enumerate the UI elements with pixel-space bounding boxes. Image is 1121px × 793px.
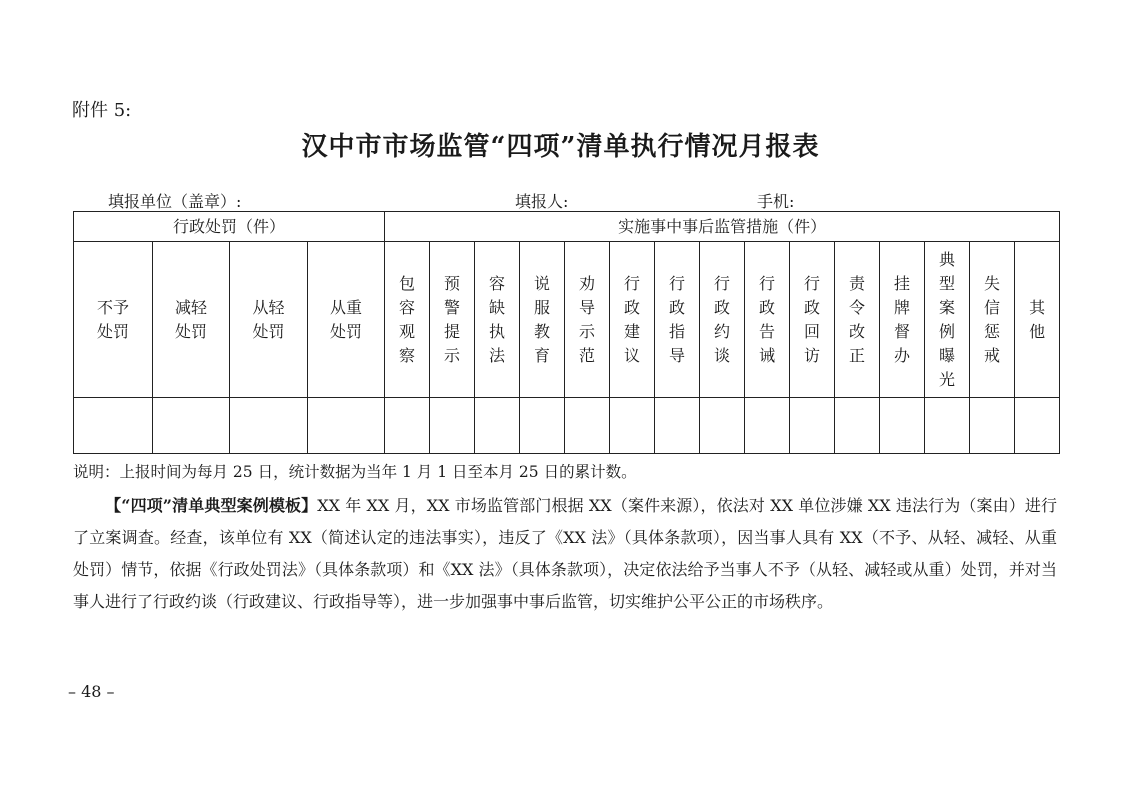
- supervision-column-header: [520, 242, 565, 398]
- data-entry-cell[interactable]: [745, 398, 790, 454]
- phone-label: 手机:: [757, 192, 795, 211]
- column-header-label: 减轻处罚: [174, 298, 207, 341]
- column-header-label: 预警提示: [444, 273, 461, 365]
- case-template-body: XX 年 XX 月，XX 市场监管部门根据 XX（案件来源），依法对 XX 单位涉嫌 XX 违法行为（案由）进行了立案调查。经查，该单位有 XX（简述认定的违法事实），违反了《XX 法》（具体条款项），因当事人具有 XX（不予、从轻、减轻、从重处罚）情节，依据《行政处罚法》（具体条款项）和《XX 法》（具体条款项），决定依法给予当事人不予（从轻、减轻或从重）处罚，并对当事人进行了行政约谈（行政建议、行政指导等），进一步加强事中事后监管，切实维护公平公正的市场秩序。: [73, 496, 1057, 611]
- supervision-column-header: [970, 242, 1015, 398]
- supervision-column-header: [790, 242, 835, 398]
- data-entry-cell[interactable]: [970, 398, 1015, 454]
- column-header-label: 行政建议: [624, 273, 641, 365]
- data-entry-cell[interactable]: [475, 398, 520, 454]
- penalty-group-header: 行政处罚（件）: [74, 212, 385, 242]
- note-text: 说明：上报时间为每月 25 日，统计数据为当年 1 月 1 日至本月 25 日的累计数。: [73, 463, 637, 481]
- supervision-column-header: [835, 242, 880, 398]
- column-header-label: 劝导示范: [579, 273, 596, 365]
- filler-label: 填报人:: [515, 192, 569, 211]
- case-template-paragraph: [73, 490, 1057, 618]
- supervision-column-header: [745, 242, 790, 398]
- data-entry-cell[interactable]: [74, 398, 153, 454]
- column-header-label: 从轻处罚: [252, 298, 285, 341]
- data-entry-cell[interactable]: [610, 398, 655, 454]
- data-entry-cell[interactable]: [790, 398, 835, 454]
- supervision-column-header: [655, 242, 700, 398]
- data-entry-cell[interactable]: [700, 398, 745, 454]
- column-header-label: 挂牌督办: [894, 273, 911, 365]
- data-entry-cell[interactable]: [308, 398, 385, 454]
- monthly-report-table: [73, 211, 1060, 454]
- supervision-column-header: [880, 242, 925, 398]
- data-entry-cell[interactable]: [1015, 398, 1060, 454]
- supervision-column-header: [565, 242, 610, 398]
- supervision-column-header: [700, 242, 745, 398]
- column-header-label: 责令改正: [849, 273, 866, 365]
- supervision-column-header: [610, 242, 655, 398]
- penalty-column-header: [153, 242, 230, 398]
- column-header-label: 行政指导: [669, 273, 686, 365]
- column-header-label: 行政约谈: [714, 273, 731, 365]
- column-header-label: 容缺执法: [489, 273, 506, 365]
- supervision-column-header: [925, 242, 970, 398]
- supervision-column-header: [475, 242, 520, 398]
- data-entry-cell[interactable]: [430, 398, 475, 454]
- column-header-label: 失信惩戒: [984, 273, 1001, 365]
- penalty-column-header: [308, 242, 385, 398]
- data-entry-cell[interactable]: [925, 398, 970, 454]
- supervision-column-header: [430, 242, 475, 398]
- column-header-label: 从重处罚: [329, 298, 362, 341]
- data-entry-cell[interactable]: [520, 398, 565, 454]
- supervision-column-header: [385, 242, 430, 398]
- data-entry-cell[interactable]: [880, 398, 925, 454]
- supervision-column-header: [1015, 242, 1060, 398]
- data-entry-cell[interactable]: [385, 398, 430, 454]
- data-entry-cell[interactable]: [153, 398, 230, 454]
- penalty-column-header: [74, 242, 153, 398]
- case-template-title: 【“四项”清单典型案例模板】: [105, 496, 318, 515]
- page-number: – 48 –: [68, 682, 115, 701]
- column-header-label: 包容观察: [399, 273, 416, 365]
- page-title: 汉中市市场监管“四项”清单执行情况月报表: [301, 132, 820, 162]
- column-header-label: 不予处罚: [96, 298, 129, 341]
- attachment-label: 附件 5:: [72, 100, 132, 121]
- data-entry-cell[interactable]: [230, 398, 308, 454]
- column-header-label: 典型案例曝光: [939, 249, 956, 389]
- penalty-column-header: [230, 242, 308, 398]
- data-entry-cell[interactable]: [835, 398, 880, 454]
- column-header-label: 行政回访: [804, 273, 821, 365]
- data-entry-cell[interactable]: [565, 398, 610, 454]
- column-header-label: 行政告诫: [759, 273, 776, 365]
- supervision-group-header: 实施事中事后监管措施（件）: [385, 212, 1060, 242]
- data-entry-cell[interactable]: [655, 398, 700, 454]
- reporting-unit-label: 填报单位（盖章）:: [108, 192, 242, 211]
- column-header-label: 说服教育: [534, 273, 551, 365]
- column-header-label: 其他: [1029, 297, 1046, 341]
